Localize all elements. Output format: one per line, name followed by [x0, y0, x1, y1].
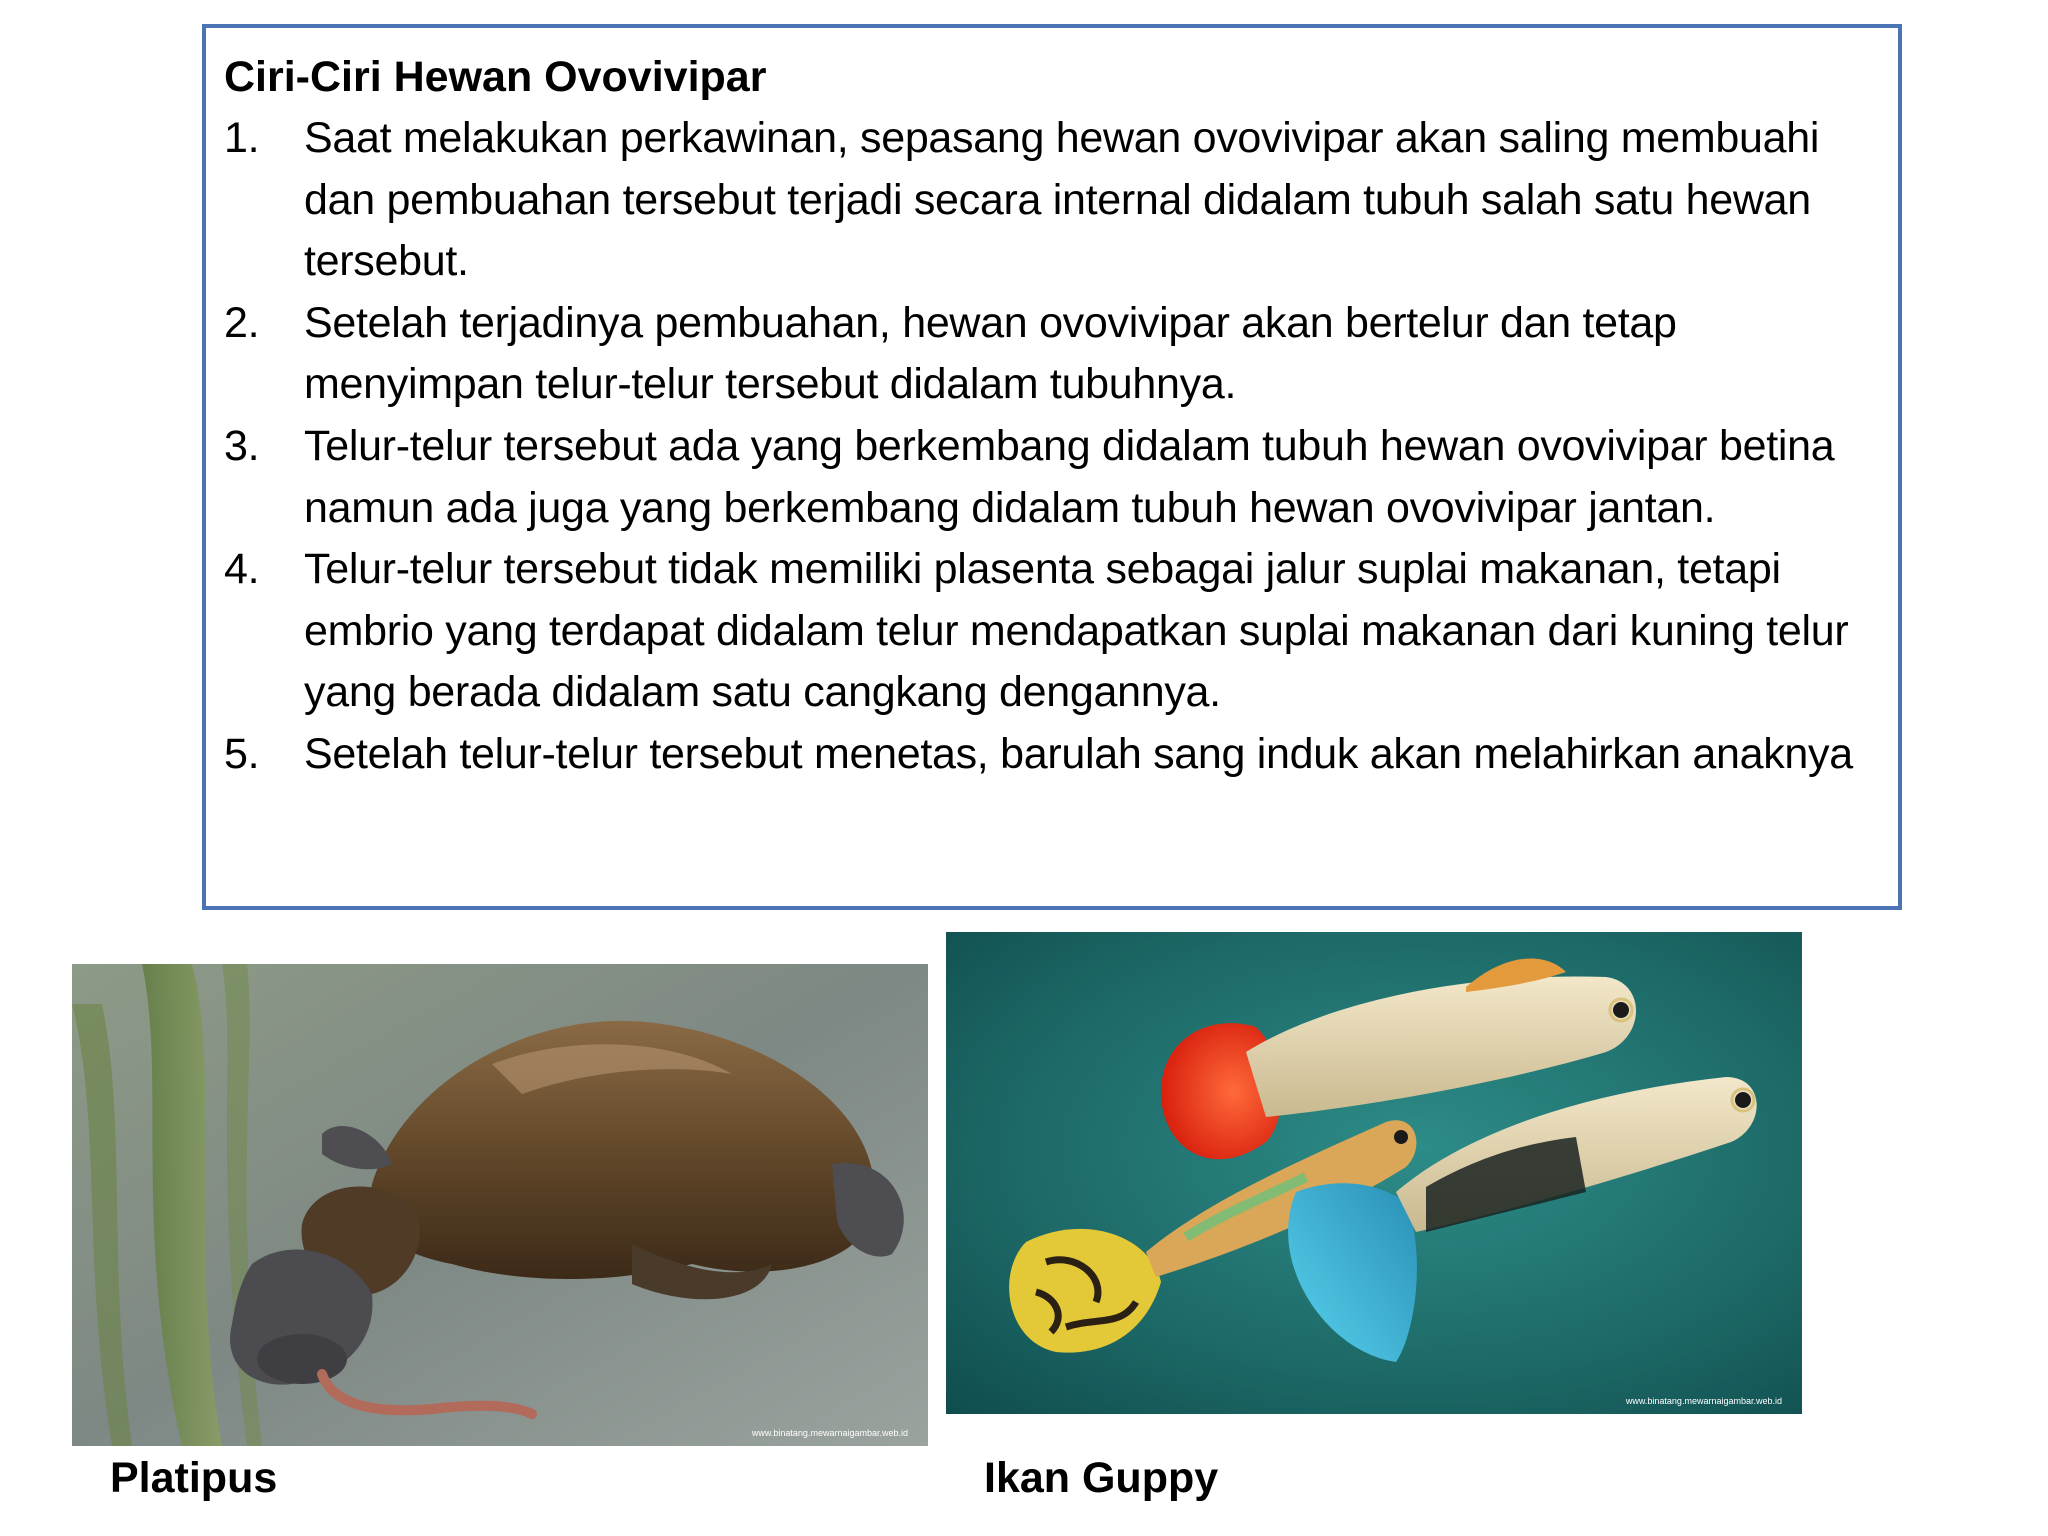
ovovivipar-text-box	[202, 24, 1902, 910]
criteria-item	[224, 108, 1878, 293]
item-number: 4.	[224, 545, 260, 594]
item-text: Setelah terjadinya pembuahan, hewan ovovivipar akan bertelur dan tetap menyimpan telur-telur tersebut didalam tubuhnya.	[304, 298, 1677, 409]
item-text: Telur-telur tersebut tidak memiliki plasenta sebagai jalur suplai makanan, tetapi embrio yang terdapat didalam telur mendapatkan suplai makanan dari kuning telur yang berada didalam satu cangkang dengannya.	[304, 545, 1849, 717]
guppy-watermark: www.binatang.mewarnaigambar.web.id	[1625, 1396, 1782, 1406]
item-number: 5.	[224, 729, 260, 778]
item-text: Saat melakukan perkawinan, sepasang hewan ovovivipar akan saling membuahi dan pembuahan tersebut terjadi secara internal didalam tubuh salah satu hewan tersebut.	[304, 114, 1820, 286]
guppy-illustration	[946, 932, 1802, 1414]
item-text: Setelah telur-telur tersebut menetas, barulah sang induk akan melahirkan anaknya	[304, 729, 1853, 778]
platypus-illustration	[72, 964, 928, 1446]
criteria-item	[224, 416, 1878, 539]
guppy-photo	[946, 932, 1802, 1414]
item-number: 2.	[224, 298, 260, 347]
item-number: 3.	[224, 421, 260, 470]
box-title: Ciri-Ciri Hewan Ovovivipar	[224, 53, 767, 101]
criteria-item	[224, 293, 1878, 416]
criteria-item	[224, 539, 1878, 724]
criteria-item	[224, 724, 1878, 786]
guppy-caption: Ikan Guppy	[984, 1454, 1219, 1502]
item-text: Telur-telur tersebut ada yang berkembang didalam tubuh hewan ovovivipar betina namun ada juga yang berkembang didalam tubuh hewan ovovivipar jantan.	[304, 421, 1835, 532]
platypus-photo	[72, 964, 928, 1446]
platypus-watermark: www.binatang.mewarnaigambar.web.id	[751, 1428, 908, 1438]
platypus-caption: Platipus	[110, 1454, 278, 1502]
criteria-list	[224, 108, 1878, 786]
item-number: 1.	[224, 114, 260, 162]
